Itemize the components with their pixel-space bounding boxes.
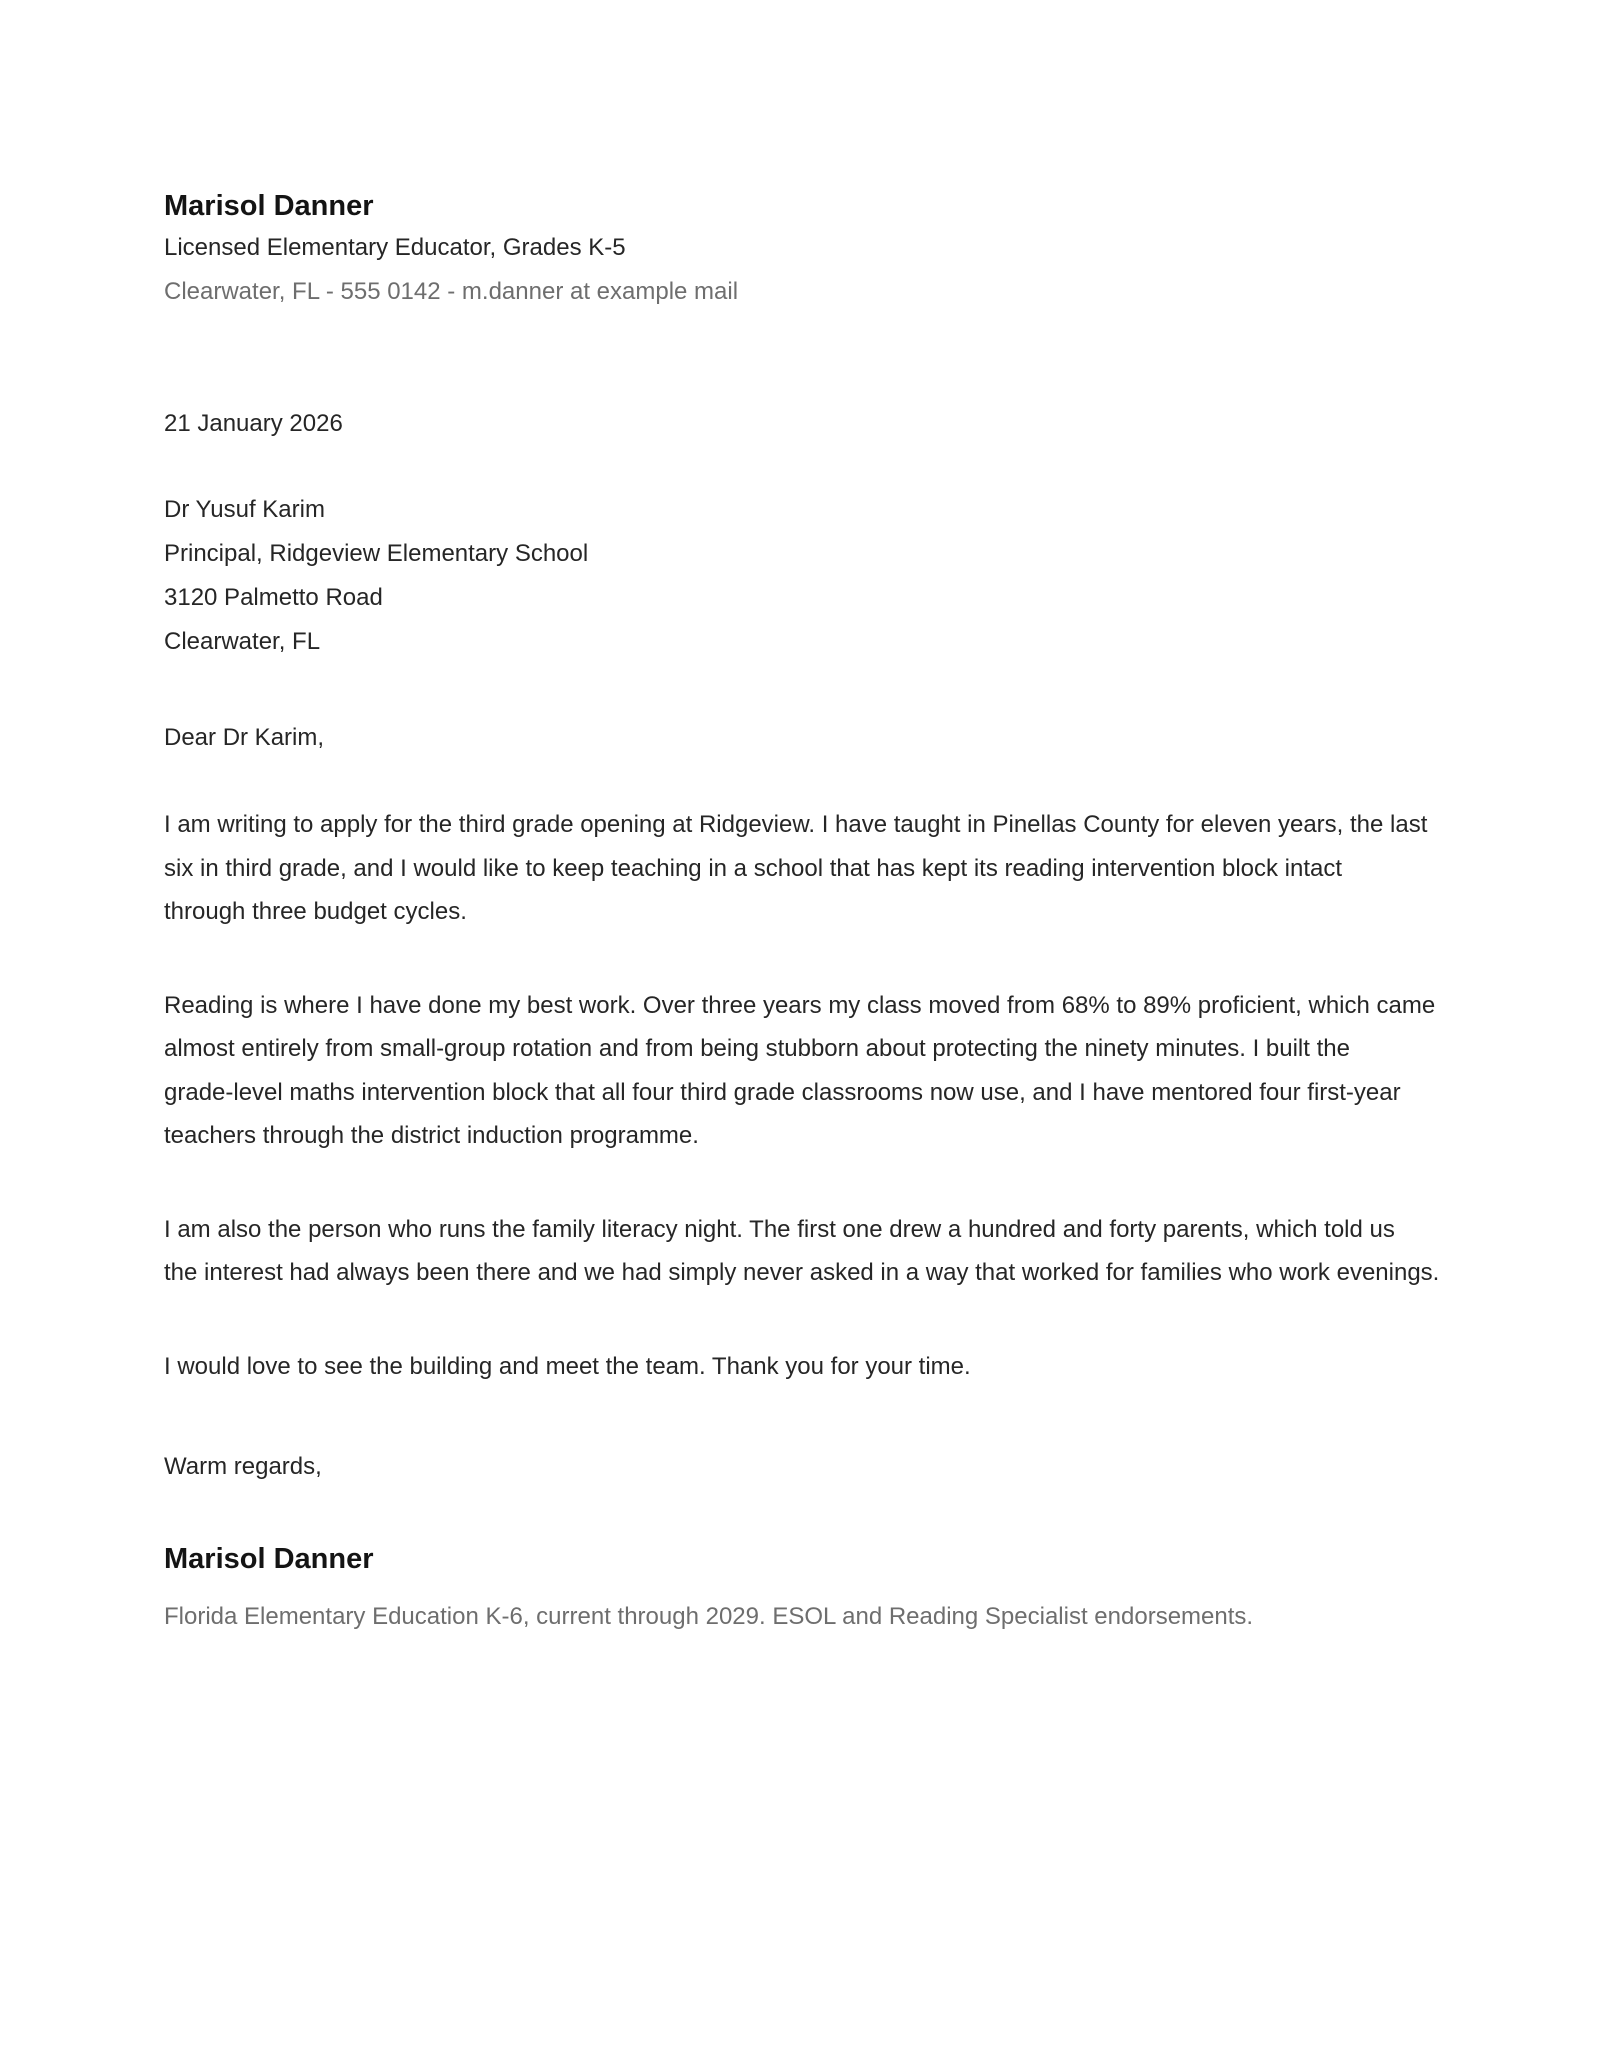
signature-name: Marisol Danner [164,1543,374,1575]
sender-name: Marisol Danner [164,190,374,222]
letter-date: 21 January 2026 [164,410,343,437]
credentials: Florida Elementary Education K-6, current through 2029. ESOL and Reading Specialist endorsements. [164,1603,1254,1630]
body-paragraph-intro: I am writing to apply for the third grade opening at Ridgeview. I have taught in Pinellas County for eleven years, the last six in third grade, and I would like to keep teaching in a school that has kept its reading intervention block intact through three budget cycles. [164,811,1428,925]
letterhead [164,186,1444,314]
recipient-address [164,488,1444,664]
recipient-name: Dr Yusuf Karim [164,496,325,523]
recipient-street: 3120 Palmetto Road [164,584,383,611]
closing: Warm regards, [164,1453,322,1480]
letter-body [164,803,1444,1388]
recipient-position: Principal, Ridgeview Elementary School [164,540,589,567]
cover-letter [164,186,1444,1639]
salutation: Dear Dr Karim, [164,724,325,751]
body-paragraph-reading: Reading is where I have done my best work. Over three years my class moved from 68% to 89% proficient, which came almost entirely from small-group rotation and from being stubborn about protecting the ninety minutes. I built the grade-level maths intervention block that all four third grade classrooms now use, and I have mentored four first-year teachers through the district induction programme. [164,991,1436,1149]
sender-title: Licensed Elementary Educator, Grades K-5 [164,234,626,261]
body-paragraph-closing: I would love to see the building and meet the team. Thank you for your time. [164,1352,971,1380]
body-paragraph-literacy-night: I am also the person who runs the family literacy night. The first one drew a hundred and forty parents, which told us the interest had always been there and we had simply never asked in a way that worked for families who work evenings. [164,1215,1440,1286]
recipient-city: Clearwater, FL [164,628,321,655]
sender-contact: Clearwater, FL - 555 0142 - m.danner at example mail [164,278,739,305]
